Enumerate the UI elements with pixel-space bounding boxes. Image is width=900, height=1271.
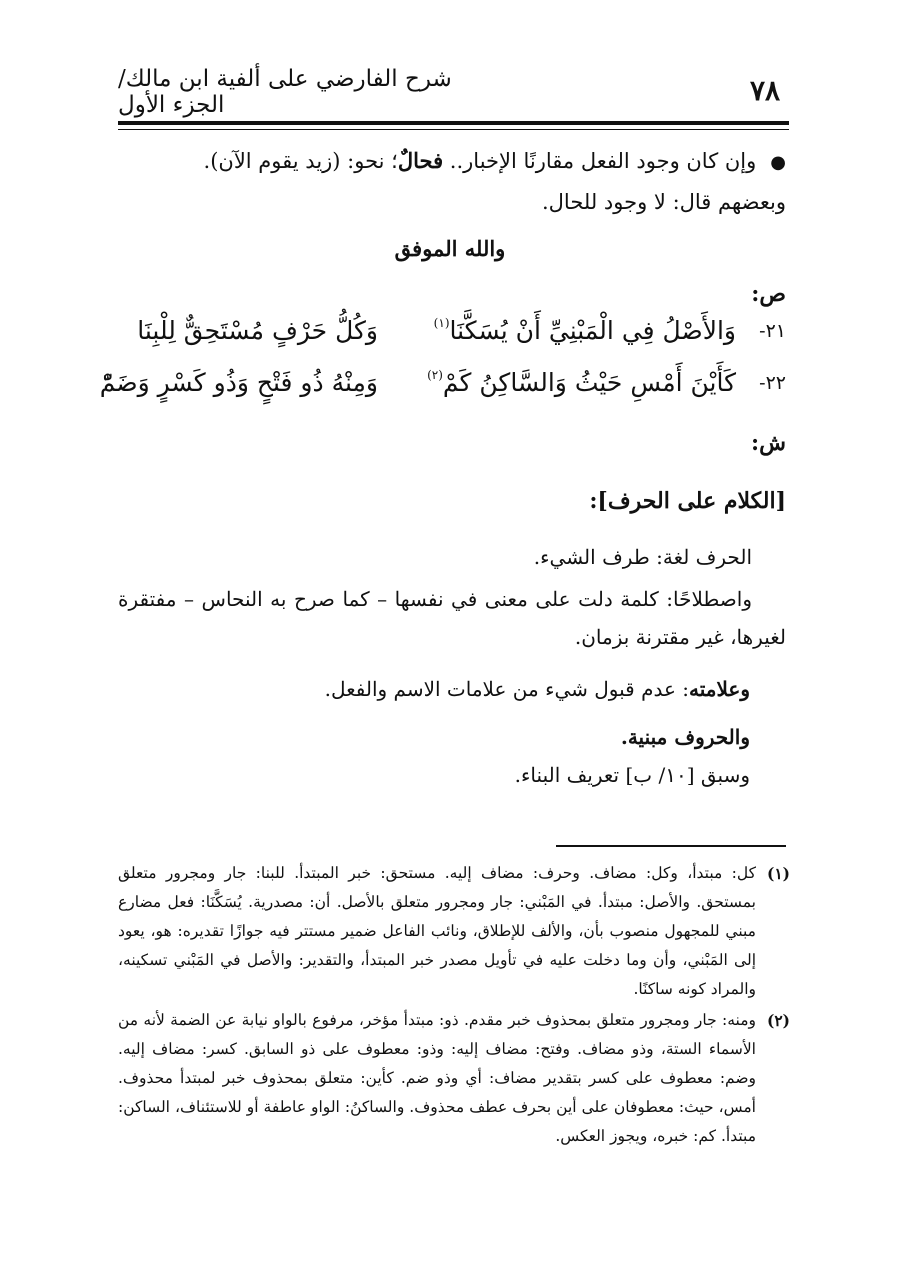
footnote-ref: (٢) (427, 368, 443, 382)
bullet-lead: وإن كان وجود الفعل مقارنًا الإخبار.. (443, 149, 757, 173)
footnotes (118, 859, 790, 1151)
verse-22 (99, 368, 786, 408)
verse-second-text: وَالأَصْلُ فِي الْمَبْنِيِّ أَنْ يُسَكَّنَا (449, 316, 736, 345)
verse-number: ٢٢- (759, 372, 786, 394)
intro-line-2: وبعضهم قال: لا وجود للحال. (542, 190, 786, 214)
definition-lugha: الحرف لغة: طرف الشيء. (533, 545, 752, 569)
verse-number: ٢١- (759, 320, 786, 342)
verse-label-s: ص: (751, 281, 786, 307)
footnote-number: (٢) (766, 1011, 790, 1030)
closing-phrase: والله الموفق (394, 236, 506, 261)
bullet-icon: ● (770, 152, 786, 173)
sign-bold-term: وعلامته (689, 677, 750, 701)
verse-first-hemistich: وَكُلُّ حَرْفٍ مُسْتَحِقٌّ لِلْبِنَا (137, 316, 378, 345)
definition-istilah: واصطلاحًا: كلمة دلت على معنى في نفسها – كما صرح به النحاس – مفتقرة لغيرها، غير مقترنة بزمان. (118, 587, 786, 649)
sign-text: : عدم قبول شيء من علامات الاسم والفعل. (324, 677, 689, 701)
bullet-bold-term: فحالٌ (397, 148, 444, 173)
verse-second-hemistich (434, 316, 736, 345)
footnote-1 (118, 859, 790, 1004)
cross-reference-line: وسبق [١٠/ ب] تعريف البناء. (514, 763, 750, 787)
verse-second-text: كَأَيْنَ أَمْسِ حَيْثُ وَالسَّاكِنُ كَمْ (442, 368, 736, 397)
header-rule-thick (118, 121, 789, 125)
verse-21 (128, 316, 786, 356)
particles-built-statement: والحروف مبنية. (620, 725, 750, 749)
page-number: ٧٨ (749, 74, 781, 107)
running-title (118, 66, 478, 118)
verse-first-hemistich: وَمِنْهُ ذُو فَتْحٍ وَذُو كَسْرٍ وَضَمّْ (99, 368, 378, 397)
header-rule-thin (118, 129, 789, 130)
section-heading: [الكلام على الحرف]: (589, 488, 786, 514)
bullet-paragraph (118, 146, 786, 178)
footnote-2 (118, 1006, 790, 1151)
footnote-ref: (١) (433, 316, 450, 330)
footnote-text: ومنه: جار ومجرور متعلق بمحذوف خبر مقدم. ذو: مبتدأ مؤخر، مرفوع بالواو نيابة عن الضمة لأنه من الأسماء الستة، وذو مضاف. وفتح: مضاف إليه: وذو: معطوف على ذو السابق. كسر: مضاف إليه. وضم: معطوف على كسر بتقدير مضاف: أي وذو ضم. كأين: متعلق بمحذوف خبر لمبتدأ محذوف. أمس، حيث: معطوفان على أين بحرف عطف محذوف. والساكنُ: الواو عاطفة أو للاستئناف، الساكن: مبتدأ. كم: خبره، ويجوز العكس. (118, 1011, 756, 1145)
sign-paragraph (325, 670, 750, 708)
footnote-separator (556, 845, 786, 847)
running-title-text: شرح الفارضي على ألفية ابن مالك/ الجزء الأول (118, 66, 452, 118)
footnote-number: (١) (766, 864, 790, 883)
commentary-label-sh: ش: (751, 430, 786, 456)
verse-second-hemistich (427, 368, 736, 397)
bullet-tail: ؛ نحو: (زيد يقوم الآن). (203, 149, 398, 173)
footnote-text: كل: مبتدأ، وكل: مضاف. وحرف: مضاف إليه. مستحق: خبر المبتدأ. للبنا: جار ومجرور متعلق بمستحق. والأصل: مبتدأ. في المَبْني: جار ومجرور متعلق بالأصل. أن: مصدرية. يُسَكَّنَا: فعل مضارع مبني للمجهول منصوب بأن، والألف للإطلاق، ونائب الفاعل ضمير مستتر فيه جوازًا تقديره: هو، يعود إلى المَبْني، وأن وما دخلت عليه في تأويل مصدر خبر المبتدأ، والتقدير: والأصل في المَبْني تسكينه، والمراد كونه ساكنًا. (118, 864, 756, 998)
